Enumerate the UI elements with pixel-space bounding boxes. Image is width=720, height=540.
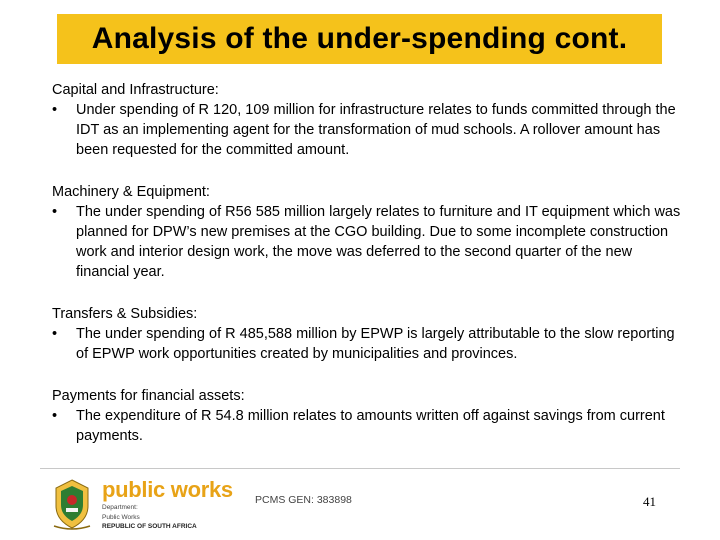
section-heading: Payments for financial assets: xyxy=(52,388,245,404)
bullet-item xyxy=(52,324,682,364)
bullet-item xyxy=(52,202,682,282)
bullet-text: Under spending of R 120, 109 million for infrastructure relates to funds committed through the IDT as an implementing agent for the transformation of mud schools. A rollover amount has been requested for the committed amount. xyxy=(76,102,676,158)
section-machinery xyxy=(52,182,682,282)
bullet-marker: • xyxy=(52,102,58,118)
logo-text xyxy=(102,478,233,531)
section-heading: Machinery & Equipment: xyxy=(52,184,210,200)
bullet-item xyxy=(52,406,682,446)
bullet-text: The expenditure of R 54.8 million relates to amounts written off against savings from current payments. xyxy=(76,408,665,444)
title-banner xyxy=(57,14,662,64)
logo-department-name: Public Works xyxy=(102,513,140,521)
section-transfers xyxy=(52,304,682,364)
footer-divider xyxy=(40,468,680,469)
bullet-text: The under spending of R 485,588 million by EPWP is largely attributable to the slow reporting of EPWP work opportunities created by municipalities and provinces. xyxy=(76,326,675,362)
public-works-logo xyxy=(50,478,233,531)
bullet-marker: • xyxy=(52,408,58,424)
section-heading: Transfers & Subsidies: xyxy=(52,306,198,322)
coat-of-arms-icon xyxy=(50,478,94,530)
section-payments xyxy=(52,386,682,446)
bullet-marker: • xyxy=(52,204,58,220)
logo-wordmark: public works xyxy=(102,477,233,502)
bullet-text: The under spending of R56 585 million largely relates to furniture and IT equipment which was planned for DPW’s new premises at the CGO building. Due to some incomplete construction work and interior design work, the move was deferred to the second quarter of the new financial year. xyxy=(76,204,681,280)
section-capital xyxy=(52,80,682,160)
page-number: 41 xyxy=(643,494,656,509)
bullet-marker: • xyxy=(52,326,58,342)
document-reference: PCMS GEN: 383898 xyxy=(255,494,352,506)
section-heading: Capital and Infrastructure: xyxy=(52,82,219,98)
bullet-item xyxy=(52,100,682,160)
slide-title: Analysis of the under-spending cont. xyxy=(91,22,628,55)
slide-content xyxy=(52,80,682,468)
logo-country: REPUBLIC OF SOUTH AFRICA xyxy=(102,523,197,530)
logo-department: Department: xyxy=(102,504,138,511)
